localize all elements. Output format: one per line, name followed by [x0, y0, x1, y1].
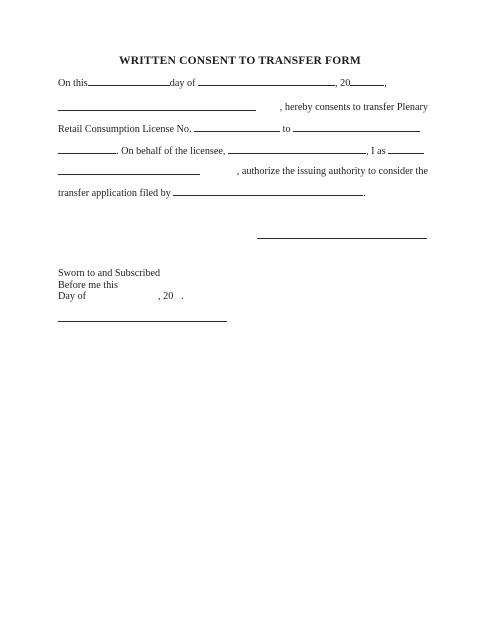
on-behalf-text: . On behalf of the licensee,	[116, 146, 226, 157]
day-of-label: day of	[169, 78, 196, 89]
authorize-line	[58, 165, 428, 178]
notary-block	[58, 268, 183, 303]
notary-date-row	[58, 291, 183, 303]
applicant-blank[interactable]	[173, 186, 363, 196]
transferee-blank[interactable]	[293, 122, 420, 132]
title-blank[interactable]	[388, 144, 424, 154]
signature-line[interactable]	[257, 238, 427, 239]
form-title: WRITTEN CONSENT TO TRANSFER FORM	[119, 55, 361, 67]
licensee-name-blank[interactable]	[58, 101, 256, 111]
date-line	[58, 76, 428, 90]
before-me-text: Before me this	[58, 279, 118, 291]
filed-by-line	[58, 186, 428, 200]
day-blank[interactable]	[88, 76, 170, 86]
period: .	[363, 188, 366, 199]
notary-period: .	[180, 291, 184, 302]
to-label: to	[282, 124, 291, 135]
hereby-consents-text: , hereby consents to transfer Plenary	[279, 102, 428, 113]
sworn-text: Sworn to and Subscribed	[58, 268, 161, 279]
transferee-name-blank[interactable]	[58, 144, 116, 154]
notary-day-of-label: Day of	[58, 291, 87, 302]
signer-name-blank[interactable]	[228, 144, 366, 154]
year-blank[interactable]	[350, 76, 384, 86]
comma: ,	[384, 78, 387, 89]
on-this-label: On this	[58, 78, 88, 89]
consenting-party-line	[58, 101, 428, 114]
notary-signature-line[interactable]	[58, 321, 227, 322]
behalf-line	[58, 144, 428, 158]
license-label: Retail Consumption License No.	[58, 124, 192, 135]
authorize-text: , authorize the issuing authority to consider the	[236, 166, 428, 177]
year-prefix: , 20	[335, 78, 351, 89]
i-as-label: , I as	[366, 146, 386, 157]
filed-by-label: transfer application filed by	[58, 188, 171, 199]
month-blank[interactable]	[198, 76, 335, 86]
notary-year-label: , 20	[158, 291, 174, 302]
license-number-blank[interactable]	[194, 122, 280, 132]
license-line	[58, 122, 428, 136]
capacity-blank[interactable]	[58, 165, 200, 175]
